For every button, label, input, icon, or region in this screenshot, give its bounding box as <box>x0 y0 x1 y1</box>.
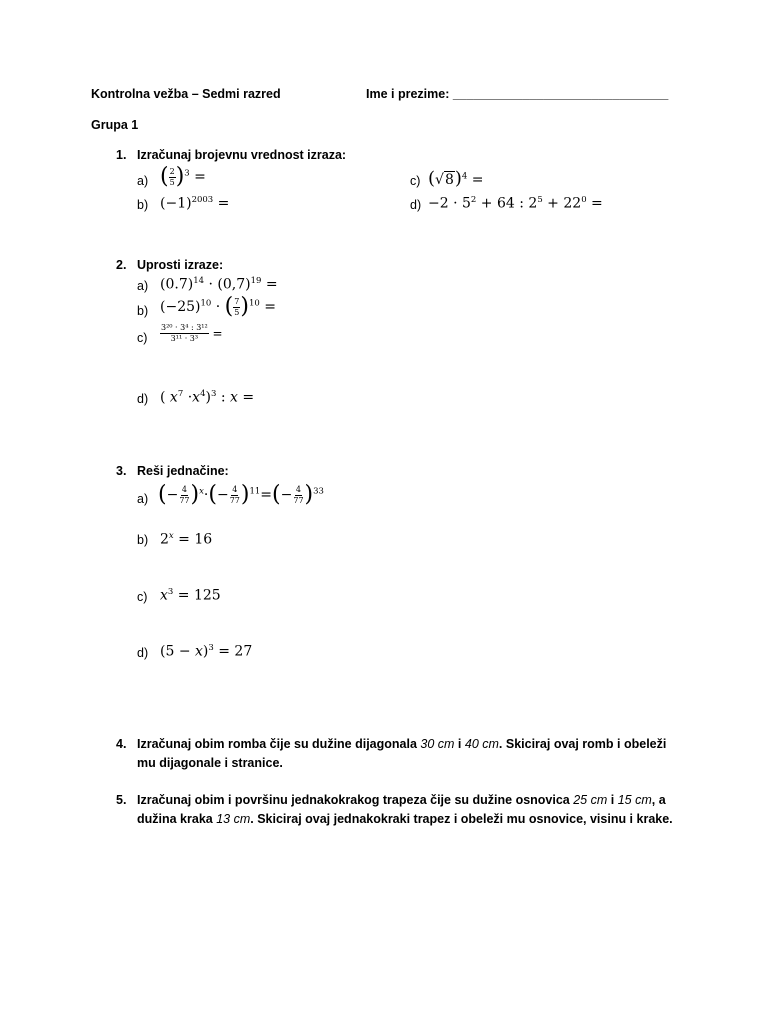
q3-text: Reši jednačine: <box>137 464 229 478</box>
q2a-expression <box>160 276 278 293</box>
q3b-label: b) <box>137 533 149 547</box>
q3a-exp3: 33 <box>313 486 324 497</box>
q3a-minus1: − <box>166 487 179 503</box>
q3a-num2: 4 <box>232 484 238 494</box>
q1c-equals: = <box>467 172 484 188</box>
q3c-expression <box>160 587 221 604</box>
q3d-open: (5 − <box>160 643 195 660</box>
q2d-equals: = <box>237 389 255 406</box>
q1a-numerator: 2 <box>169 166 175 176</box>
q1c-exponent: 4 <box>461 171 468 182</box>
q1d-exp2: 5 <box>537 195 543 205</box>
q1b-equals: = <box>213 195 230 212</box>
q1-text: Izračunaj brojevnu vrednost izraza: <box>137 148 347 162</box>
q4-value1: 30 cm <box>420 737 455 751</box>
q3a-label: a) <box>137 492 149 506</box>
name-field[interactable] <box>366 87 668 101</box>
q1a-denominator: 5 <box>169 177 175 187</box>
q3d-x: x <box>195 643 203 660</box>
q3b-exp: x <box>168 531 174 541</box>
q1a-expression: ( $\frac{2}{5}$ )$^3$ = <box>160 164 206 189</box>
q2a-equals: = <box>261 276 278 293</box>
q3a-equals: = <box>260 487 273 503</box>
q2b-equals: = <box>259 299 276 315</box>
q3a-exp2: 11 <box>249 486 261 497</box>
q2a-label: a) <box>137 279 149 293</box>
q2b-denominator: 5 <box>234 307 240 317</box>
q2b-exp2: 10 <box>248 298 260 309</box>
q1a-label: a) <box>137 174 149 188</box>
q2d-open: ( <box>160 389 170 406</box>
q3a-minus3: − <box>280 487 293 503</box>
q3a-den1: 77 <box>179 495 190 505</box>
q1c-expression: $(√8)^4$ = <box>428 168 484 189</box>
q4-part3: . Skiciraj ovaj romb i obeleži mu dijagonale i stranice. <box>137 737 667 770</box>
q3c-label: c) <box>137 590 148 604</box>
q5-number: 5. <box>116 793 127 807</box>
q2c-denominator: 3¹¹ · 3³ <box>170 334 199 343</box>
q4-part1: Izračunaj obim romba čije su dužine dijagonala <box>137 737 421 751</box>
q5-part1: Izračunaj obim i površinu jednakokrakog trapeza čije su dužine osnovica <box>137 793 574 807</box>
q4-number: 4. <box>116 737 127 751</box>
q3a-exp1: x <box>199 486 204 497</box>
q4-value2: 40 cm <box>464 737 499 751</box>
q1b-expression <box>160 195 229 212</box>
q5-text <box>137 791 682 829</box>
q2b-expression: $(-25)^{10}$ · ( $\frac{7}{5}$ )$^{10}$ = <box>160 294 276 319</box>
q1c-label: c) <box>410 174 421 188</box>
q2a-exp1: 14 <box>193 276 205 286</box>
q2d-exp3: 3 <box>210 389 217 399</box>
q2d-colon: : <box>216 389 230 406</box>
q5-value2: 15 cm <box>617 793 652 807</box>
q2d-expression <box>160 389 254 406</box>
q2d-exp1: 7 <box>177 389 184 399</box>
q2d-exp2: 4 <box>200 389 206 399</box>
q2d-x1: x <box>169 389 178 406</box>
q1d-term2: + 64 : 2 <box>476 195 538 212</box>
q2b-label: b) <box>137 304 149 318</box>
document-title: Kontrolna vežba – Sedmi razred <box>91 87 281 101</box>
q2b-numerator: 7 <box>234 296 240 306</box>
q3d-label: d) <box>137 646 149 660</box>
q1d-expression <box>428 195 603 212</box>
q5-value3: 13 cm <box>216 812 251 826</box>
q3-number: 3. <box>116 464 127 478</box>
q3b-expression <box>160 531 212 548</box>
q5-value1: 25 cm <box>573 793 608 807</box>
q1d-term3: + 22 <box>542 195 582 212</box>
q4-part2: i <box>454 737 465 751</box>
q5-part3: , a dužina kraka <box>137 793 666 826</box>
q3c-base: x <box>160 587 168 604</box>
q5-part4: . Skiciraj ovaj jednakokraki trapez i obeleži mu osnovice, visinu i krake. <box>250 812 673 826</box>
q2c-numerator: 3²⁰ · 3⁴ : 3¹² <box>161 323 208 332</box>
q1a-equals: = <box>189 169 206 185</box>
name-label: Ime i prezime: <box>366 87 453 101</box>
q3d-rhs: = 27 <box>213 643 253 660</box>
name-blank-line: _______________________________ <box>452 87 669 101</box>
q1d-label: d) <box>410 198 422 212</box>
sqrt-icon: √ <box>435 172 444 188</box>
q2a-exp2: 19 <box>250 276 262 286</box>
q2-text: Uprosti izraze: <box>137 258 224 272</box>
q2d-x3: x <box>230 389 238 406</box>
q1d-term1: −2 · 5 <box>428 195 471 212</box>
q2a-term2: · (0,7) <box>204 276 251 293</box>
q1a-exponent: 3 <box>184 168 190 179</box>
q2c-expression <box>160 324 223 343</box>
q3c-rhs: = 125 <box>173 587 221 604</box>
q1c-radicand: 8 <box>444 172 454 188</box>
q3a-den2: 77 <box>229 495 240 505</box>
q2d-label: d) <box>137 392 149 406</box>
q3d-expression <box>160 643 252 660</box>
q3a-num3: 4 <box>295 484 301 494</box>
q3a-num1: 4 <box>181 484 187 494</box>
q1d-exp1: 2 <box>470 195 477 205</box>
q2d-dot: · <box>183 389 193 406</box>
q1d-equals: = <box>586 195 603 212</box>
q3a-den3: 77 <box>293 495 304 505</box>
q2c-equals: = <box>208 326 223 341</box>
q3a-minus2: − <box>216 487 229 503</box>
q2b-term1: (−25) <box>160 299 201 315</box>
q1b-base: (−1) <box>160 195 192 212</box>
q2d-x2: x <box>192 389 201 406</box>
q2d-close: ) <box>205 389 211 406</box>
q3b-base: 2 <box>160 531 169 548</box>
group-label: Grupa 1 <box>91 118 139 132</box>
q2c-label: c) <box>137 331 148 345</box>
q3d-close: ) <box>202 643 209 660</box>
q1d-exp3: 0 <box>581 195 587 205</box>
q5-part2: i <box>607 793 618 807</box>
q2b-dot: · <box>211 299 225 315</box>
q1b-exponent: 2003 <box>191 195 214 205</box>
q2-number: 2. <box>116 258 127 272</box>
q1-number: 1. <box>116 148 127 162</box>
q1b-label: b) <box>137 198 149 212</box>
q3d-exp: 3 <box>208 643 214 653</box>
q3c-exp: 3 <box>167 587 174 597</box>
q3a-dot: · <box>203 487 209 503</box>
q2a-term1: (0.7) <box>160 276 194 293</box>
q3b-rhs: = 16 <box>173 531 213 548</box>
q2b-exp1: 10 <box>200 298 212 309</box>
q3a-expression: (− $\frac{4}{77}$ )$^x$·(− $\frac{4}{77}$ )$^{11}$=(− $\frac{4}{77}$ )$^{33}$ <box>158 482 324 507</box>
q4-text <box>137 735 682 773</box>
